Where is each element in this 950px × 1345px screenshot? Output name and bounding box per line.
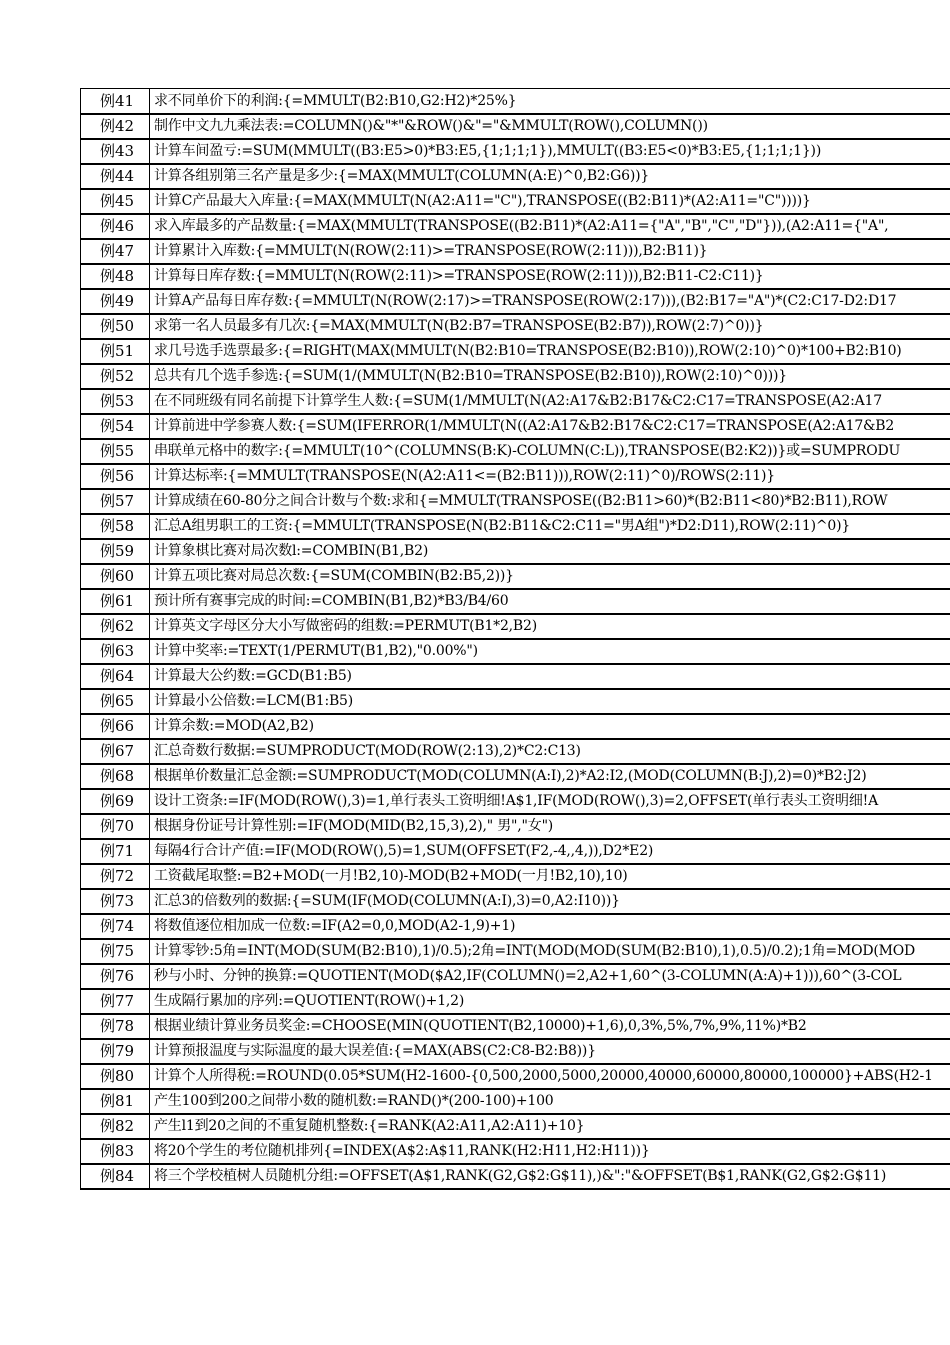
example-number-cell[interactable]: 例63 xyxy=(80,639,150,663)
example-number-cell[interactable]: 例45 xyxy=(80,189,150,213)
formula-description-cell[interactable]: 将数值逐位相加成一位数:=IF(A2=0,0,MOD(A2-1,9)+1) xyxy=(154,918,516,934)
formula-description-cell[interactable]: 计算预报温度与实际温度的最大误差值:{=MAX(ABS(C2:C8-B2:B8))} xyxy=(154,1043,596,1059)
formula-description-cell[interactable]: 制作中文九九乘法表:=COLUMN()&"*"&ROW()&"="&MMULT(ROW(),COLUMN()) xyxy=(154,118,708,134)
example-number-cell[interactable]: 例56 xyxy=(80,464,150,488)
formula-description-cell[interactable]: 求第一名人员最多有几次:{=MAX(MMULT(N(B2:B7=TRANSPOSE(B2:B7)),ROW(2:7)^0))} xyxy=(154,318,764,334)
formula-description-cell[interactable]: 计算最大公约数:=GCD(B1:B5) xyxy=(154,668,352,684)
table-row xyxy=(80,814,950,839)
table-row xyxy=(80,764,950,789)
formula-description-cell[interactable]: 计算零钞:5角=INT(MOD(SUM(B2:B10),1)/0.5);2角=INT(MOD(MOD(SUM(B2:B10),1),0.5)/0.2);1角=MOD(MOD xyxy=(154,943,916,959)
example-number-cell[interactable]: 例70 xyxy=(80,814,150,838)
table-row xyxy=(80,789,950,814)
table-row xyxy=(80,714,950,739)
table-row xyxy=(80,939,950,964)
formula-description-cell[interactable]: 预计所有赛事完成的时间:=COMBIN(B1,B2)*B3/B4/60 xyxy=(154,593,509,609)
example-number-cell[interactable]: 例67 xyxy=(80,739,150,763)
formula-description-cell[interactable]: 串联单元格中的数字:{=MMULT(10^(COLUMNS(B:K)-COLUMN(C:L)),TRANSPOSE(B2:K2))}或=SUMPRODU xyxy=(154,443,901,459)
table-row xyxy=(80,339,950,364)
example-number-cell[interactable]: 例71 xyxy=(80,839,150,863)
formula-description-cell[interactable]: 计算余数:=MOD(A2,B2) xyxy=(154,718,314,734)
example-number-cell[interactable]: 例82 xyxy=(80,1114,150,1138)
example-number-cell[interactable]: 例81 xyxy=(80,1089,150,1113)
formula-description-cell[interactable]: 根据单价数量汇总金额:=SUMPRODUCT(MOD(COLUMN(A:I),2)*A2:I2,(MOD(COLUMN(B:J),2)=0)*B2:J2) xyxy=(154,768,867,784)
table-row xyxy=(80,114,950,139)
formula-description-cell[interactable]: 计算达标率:{=MMULT(TRANSPOSE(N(A2:A11<=(B2:B11))),ROW(2:11)^0)/ROWS(2:11)} xyxy=(154,468,775,484)
formula-description-cell[interactable]: 计算象棋比赛对局次数l:=COMBIN(B1,B2) xyxy=(154,543,429,559)
formula-description-cell[interactable]: 计算车间盈亏:=SUM(MMULT((B3:E5>0)*B3:E5,{1;1;1;1}),MMULT((B3:E5<0)*B3:E5,{1;1;1;1})) xyxy=(154,143,822,159)
formula-description-cell[interactable]: 在不同班级有同名前提下计算学生人数:{=SUM(1/MMULT(N(A2:A17&B2:B17&C2:C17=TRANSPOSE(A2:A17 xyxy=(154,393,882,409)
formula-description-cell[interactable]: 计算C产品最大入库量:{=MAX(MMULT(N(A2:A11="C"),TRANSPOSE((B2:B11)*(A2:A11="C"))))} xyxy=(154,193,811,209)
formula-description-cell[interactable]: 求几号选手选票最多:{=RIGHT(MAX(MMULT(N(B2:B10=TRANSPOSE(B2:B10)),ROW(2:10)^0)*100+B2:B10) xyxy=(154,343,902,359)
table-row xyxy=(80,614,950,639)
formula-description-cell[interactable]: 产生l1到20之间的不重复随机整数:{=RANK(A2:A11,A2:A11)+10} xyxy=(154,1118,585,1134)
table-row xyxy=(80,1139,950,1164)
example-number-cell[interactable]: 例74 xyxy=(80,914,150,938)
table-row xyxy=(80,564,950,589)
formula-description-cell[interactable]: 计算成绩在60-80分之间合计数与个数:求和{=MMULT(TRANSPOSE((B2:B11>60)*(B2:B11<80)*B2:B11),ROW xyxy=(154,493,888,509)
formula-description-cell[interactable]: 计算累计入库数:{=MMULT(N(ROW(2:11)>=TRANSPOSE(ROW(2:11))),B2:B11)} xyxy=(154,243,708,259)
example-number-cell[interactable]: 例50 xyxy=(80,314,150,338)
formula-description-cell[interactable]: 计算个人所得税:=ROUND(0.05*SUM(H2-1600-{0,500,2000,5000,20000,40000,60000,80000,100000}+ABS(H2-1 xyxy=(154,1068,933,1084)
table-row xyxy=(80,189,950,214)
table-row xyxy=(80,739,950,764)
example-number-cell[interactable]: 例44 xyxy=(80,164,150,188)
formula-description-cell[interactable]: 产生100到200之间带小数的随机数:=RAND()*(200-100)+100 xyxy=(154,1093,554,1109)
table-row xyxy=(80,414,950,439)
formula-description-cell[interactable]: 计算A产品每日库存数:{=MMULT(N(ROW(2:17)>=TRANSPOSE(ROW(2:17))),(B2:B17="A")*(C2:C17-D2:D17 xyxy=(154,293,897,309)
formula-description-cell[interactable]: 计算五项比赛对局总次数:{=SUM(COMBIN(B2:B5,2))} xyxy=(154,568,514,584)
table-row xyxy=(80,889,950,914)
table-row xyxy=(80,1164,950,1189)
example-number-cell[interactable]: 例62 xyxy=(80,614,150,638)
example-number-cell[interactable]: 例75 xyxy=(80,939,150,963)
table-row xyxy=(80,639,950,664)
formula-description-cell[interactable]: 计算中奖率:=TEXT(1/PERMUT(B1,B2),"0.00%") xyxy=(154,643,478,659)
formula-description-cell[interactable]: 根据业绩计算业务员奖金:=CHOOSE(MIN(QUOTIENT(B2,10000)+1,6),0,3%,5%,7%,9%,11%)*B2 xyxy=(154,1018,807,1034)
table-row xyxy=(80,164,950,189)
table-row xyxy=(80,864,950,889)
table-row xyxy=(80,389,950,414)
example-number-cell[interactable]: 例76 xyxy=(80,964,150,988)
example-number-cell[interactable]: 例52 xyxy=(80,364,150,388)
formula-description-cell[interactable]: 计算最小公倍数:=LCM(B1:B5) xyxy=(154,693,354,709)
example-number-cell[interactable]: 例54 xyxy=(80,414,150,438)
formula-description-cell[interactable]: 求不同单价下的利润:{=MMULT(B2:B10,G2:H2)*25%} xyxy=(154,93,517,109)
example-number-cell[interactable]: 例51 xyxy=(80,339,150,363)
example-number-cell[interactable]: 例73 xyxy=(80,889,150,913)
formula-description-cell[interactable]: 工资截尾取整:=B2+MOD(一月!B2,10)-MOD(B2+MOD(一月!B2,10),10) xyxy=(154,868,628,884)
table-row xyxy=(80,964,950,989)
formula-description-cell[interactable]: 每隔4行合计产值:=IF(MOD(ROW(),5)=1,SUM(OFFSET(F2,-4,,4,)),D2*E2) xyxy=(154,843,654,859)
table-row xyxy=(80,1039,950,1064)
example-number-cell[interactable]: 例57 xyxy=(80,489,150,513)
formula-description-cell[interactable]: 计算各组别第三名产量是多少:{=MAX(MMULT(COLUMN(A:E)^0,B2:G6))} xyxy=(154,168,650,184)
formula-description-cell[interactable]: 将三个学校植树人员随机分组:=OFFSET(A$1,RANK(G2,G$2:G$11),)&":"&OFFSET(B$1,RANK(G2,G$2:G$11) xyxy=(154,1168,887,1184)
formula-description-cell[interactable]: 求入库最多的产品数量:{=MAX(MMULT(TRANSPOSE((B2:B11)*(A2:A11={"A","B","C","D"})),(A2:A11={"A", xyxy=(154,218,889,234)
example-number-cell[interactable]: 例47 xyxy=(80,239,150,263)
example-number-cell[interactable]: 例49 xyxy=(80,289,150,313)
formula-description-cell[interactable]: 计算英文字母区分大小写做密码的组数:=PERMUT(B1*2,B2) xyxy=(154,618,537,634)
example-number-cell[interactable]: 例41 xyxy=(80,89,150,113)
example-number-cell[interactable]: 例79 xyxy=(80,1039,150,1063)
table-row xyxy=(80,89,950,114)
example-number-cell[interactable]: 例58 xyxy=(80,514,150,538)
example-number-cell[interactable]: 例46 xyxy=(80,214,150,238)
example-number-cell[interactable]: 例61 xyxy=(80,589,150,613)
table-row xyxy=(80,514,950,539)
example-number-cell[interactable]: 例64 xyxy=(80,664,150,688)
example-number-cell[interactable]: 例53 xyxy=(80,389,150,413)
table-row xyxy=(80,1114,950,1139)
example-number-cell[interactable]: 例72 xyxy=(80,864,150,888)
formula-description-cell[interactable]: 总共有几个选手参选:{=SUM(1/(MMULT(N(B2:B10=TRANSPOSE(B2:B10)),ROW(2:10)^0)))} xyxy=(154,368,787,384)
table-row xyxy=(80,589,950,614)
table-row xyxy=(80,364,950,389)
table-row xyxy=(80,1089,950,1114)
formula-description-cell[interactable]: 计算前进中学参赛人数:{=SUM(IFERROR(1/MMULT(N((A2:A17&B2:B17&C2:C17=TRANSPOSE(A2:A17&B2 xyxy=(154,418,895,434)
table-row xyxy=(80,664,950,689)
table-row xyxy=(80,689,950,714)
formula-description-cell[interactable]: 计算每日库存数:{=MMULT(N(ROW(2:11)>=TRANSPOSE(ROW(2:11))),B2:B11-C2:C11)} xyxy=(154,268,764,284)
example-number-cell[interactable]: 例78 xyxy=(80,1014,150,1038)
example-number-cell[interactable]: 例77 xyxy=(80,989,150,1013)
table-row xyxy=(80,839,950,864)
spreadsheet-table xyxy=(80,88,950,1189)
formula-description-cell[interactable]: 将20个学生的考位随机排列{=INDEX(A$2:A$11,RANK(H2:H11,H2:H11))} xyxy=(154,1143,650,1159)
example-number-cell[interactable]: 例43 xyxy=(80,139,150,163)
example-number-cell[interactable]: 例65 xyxy=(80,689,150,713)
example-number-cell[interactable]: 例83 xyxy=(80,1139,150,1163)
table-row xyxy=(80,214,950,239)
example-number-cell[interactable]: 例48 xyxy=(80,264,150,288)
table-row xyxy=(80,539,950,564)
table-row xyxy=(80,289,950,314)
formula-description-cell[interactable]: 汇总奇数行数据:=SUMPRODUCT(MOD(ROW(2:13),2)*C2:C13) xyxy=(154,743,581,759)
table-row xyxy=(80,264,950,289)
example-number-cell[interactable]: 例60 xyxy=(80,564,150,588)
table-row xyxy=(80,239,950,264)
formula-description-cell[interactable]: 汇总A组男职工的工资:{=MMULT(TRANSPOSE(N(B2:B11&C2:C11="男A组")*D2:D11),ROW(2:11)^0)} xyxy=(154,518,851,534)
formula-description-cell[interactable]: 汇总3的倍数列的数据:{=SUM(IF(MOD(COLUMN(A:I),3)=0,A2:I10))} xyxy=(154,893,620,909)
table-row xyxy=(80,1064,950,1089)
table-row xyxy=(80,464,950,489)
table-row xyxy=(80,139,950,164)
example-number-cell[interactable]: 例55 xyxy=(80,439,150,463)
example-number-cell[interactable]: 例69 xyxy=(80,789,150,813)
table-row xyxy=(80,489,950,514)
example-number-cell[interactable]: 例42 xyxy=(80,114,150,138)
formula-description-cell[interactable]: 生成隔行累加的序列:=QUOTIENT(ROW()+1,2) xyxy=(154,993,465,1009)
table-row xyxy=(80,914,950,939)
table-row xyxy=(80,439,950,464)
formula-description-cell[interactable]: 根据身份证号计算性别:=IF(MOD(MID(B2,15,3),2)," 男","女") xyxy=(154,818,554,834)
formula-description-cell[interactable]: 设计工资条:=IF(MOD(ROW(),3)=1,单行表头工资明细!A$1,IF(MOD(ROW(),3)=2,OFFSET(单行表头工资明细!A xyxy=(154,793,878,809)
example-number-cell[interactable]: 例59 xyxy=(80,539,150,563)
example-number-cell[interactable]: 例68 xyxy=(80,764,150,788)
example-number-cell[interactable]: 例84 xyxy=(80,1164,150,1188)
formula-description-cell[interactable]: 秒与小时、分钟的换算:=QUOTIENT(MOD($A2,IF(COLUMN()=2,A2+1,60^(3-COLUMN(A:A)+1))),60^(3-COL xyxy=(154,968,902,984)
table-row xyxy=(80,989,950,1014)
table-row xyxy=(80,314,950,339)
example-number-cell[interactable]: 例66 xyxy=(80,714,150,738)
table-row xyxy=(80,1014,950,1039)
example-number-cell[interactable]: 例80 xyxy=(80,1064,150,1088)
